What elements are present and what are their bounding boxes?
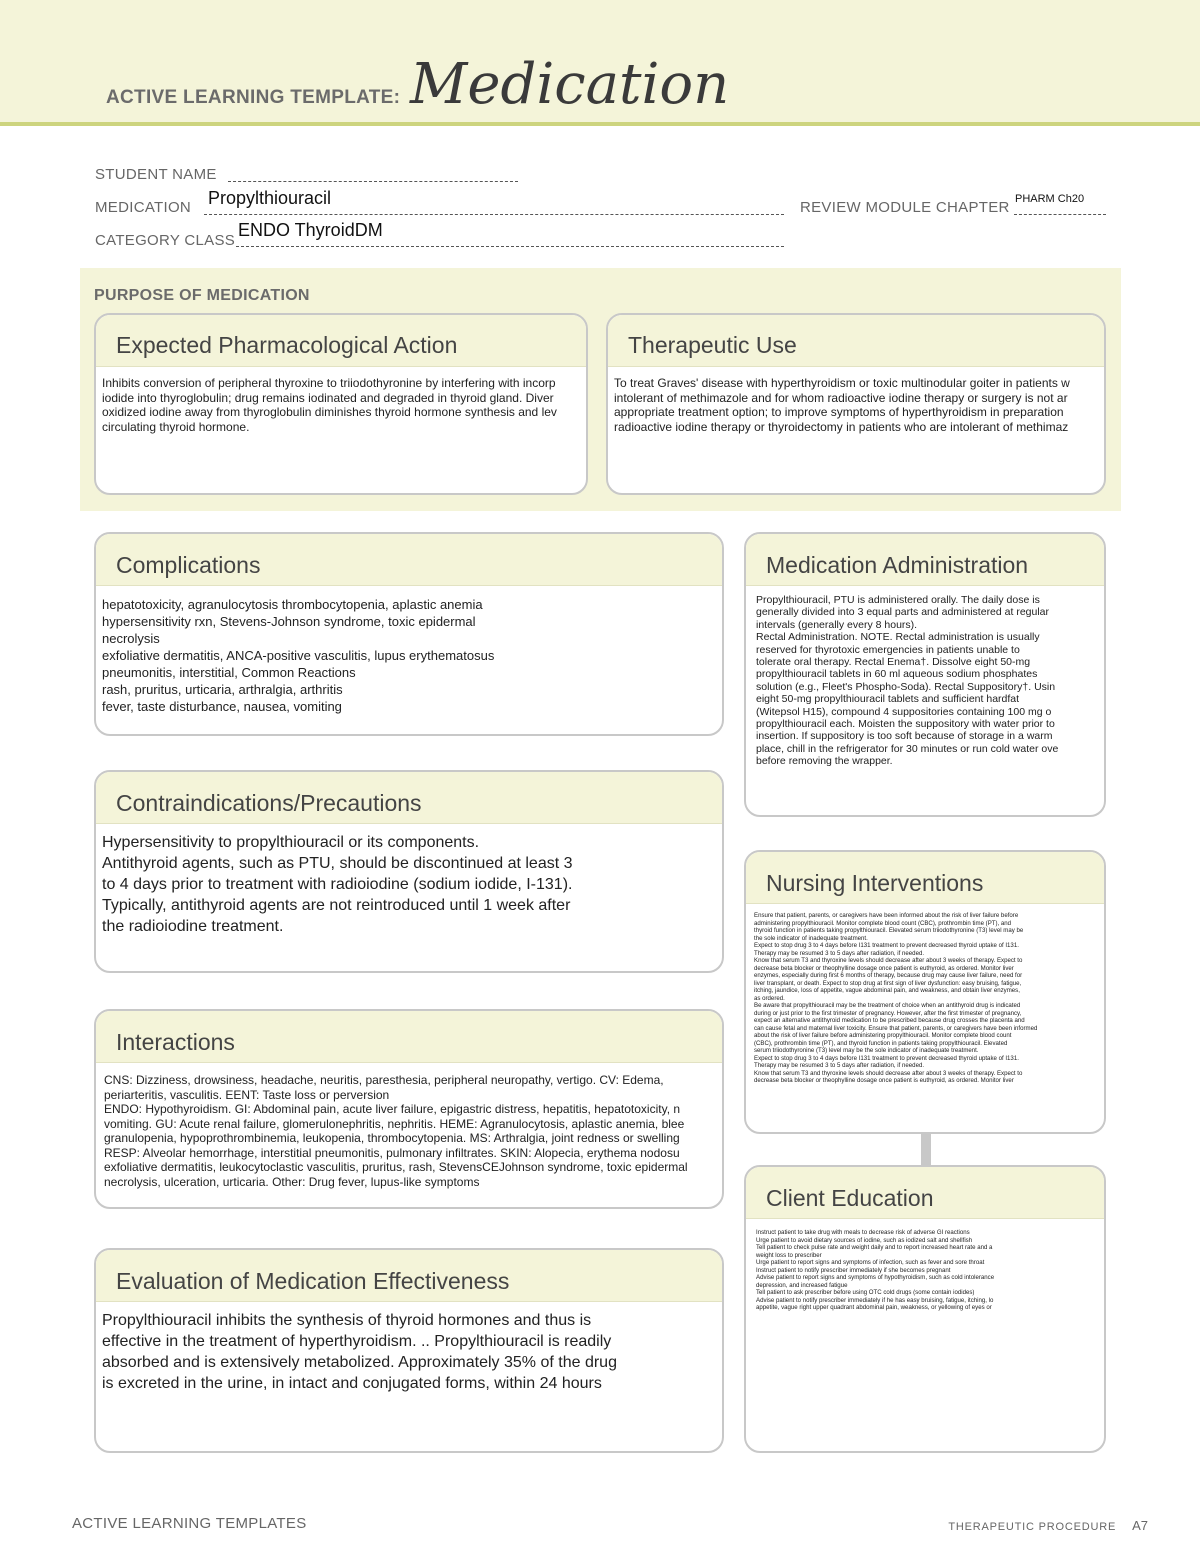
- complications-text: hepatotoxicity, agranulocytosis thrombocytopenia, aplastic anemia hypersensitivity rxn, Stevens-Johnson syndrome, toxic epidermal necrolysis exfoliative dermatitis, ANCA-positive vasculitis, lupus erythematosus pneumonitis, interstitial, Common Reactions rash, pruritus, urticaria, arthralgia, arthritis fever, taste disturbance, nausea, vomiting: [102, 597, 495, 714]
- card-header: [746, 852, 1104, 904]
- card-header: [96, 315, 586, 367]
- medication-field[interactable]: [204, 214, 784, 215]
- footer-title: ACTIVE LEARNING TEMPLATES: [72, 1515, 307, 1532]
- contraindications-title: Contraindications/Precautions: [116, 790, 422, 816]
- contraindications-card: [94, 770, 724, 973]
- administration-card: [744, 532, 1106, 817]
- card-header: [96, 1250, 722, 1302]
- student-name-label: STUDENT NAME: [95, 166, 217, 183]
- medication-value: Propylthiouracil: [208, 188, 332, 208]
- expected-action-text: Inhibits conversion of peripheral thyroxine to triiodothyronine by interfering with incorp iodide into thyroglobulin; drug remains iodinated and degraded in thyroid gland. Diver oxidized iodine away from thyroglobulin diminishes thyroid hormone synthesis and lev circulating thyroid hormone.: [102, 376, 557, 434]
- card-header: [96, 1011, 722, 1063]
- header-rule: [0, 122, 1200, 126]
- template-label: ACTIVE LEARNING TEMPLATE:: [106, 87, 401, 108]
- administration-text: Propylthiouracil, PTU is administered orally. The daily dose is generally divided into 3 equal parts and administered at regular intervals (generally every 8 hours). Rectal Administration. NOTE. Rectal administration is usually reserved for thyrotoxic emergencies in patients unable to tolerate oral therapy. Rectal Enema†. Dissolve eight 50-mg propylthiouracil tablets in 60 ml aqueous sodium phosphates solution (e.g., Fleet's Phospho-Soda). Rectal Suppository†. Usin eight 50-mg propylthiouracil tablets and sufficient hardfat (Witepsol H15), compound 4 suppositories containing 100 mg o propylthiouracil each. Moisten the suppository with water prior to insertion. If suppository is too soft because of storage in a warm place, chill in the refrigerator for 30 minutes or run cold water ove before removing the wrapper.: [756, 594, 1059, 768]
- complications-card: [94, 532, 724, 736]
- interactions-card: [94, 1009, 724, 1209]
- section-connector: [921, 1133, 931, 1165]
- medication-label: MEDICATION: [95, 199, 192, 216]
- purpose-title: PURPOSE OF MEDICATION: [94, 287, 310, 304]
- card-header: [746, 1167, 1104, 1219]
- review-module-field[interactable]: [1014, 214, 1106, 215]
- complications-title: Complications: [116, 552, 261, 578]
- footer-label: [948, 1518, 1148, 1533]
- category-value: ENDO ThyroidDM: [238, 220, 383, 240]
- expected-action-title: Expected Pharmacological Action: [116, 332, 458, 358]
- therapeutic-use-text: To treat Graves' disease with hyperthyroidism or toxic multinodular goiter in patients w intolerant of methimazole and for whom radioactive iodine therapy or surgery is not ar appropriate treatment option; to improve symptoms of hyperthyroidism in preparation radioactive iodine therapy or thyroidectomy in patients who are intolerant of methimaz: [614, 376, 1070, 434]
- interactions-title: Interactions: [116, 1029, 235, 1055]
- card-header: [608, 315, 1104, 367]
- nursing-interventions-text: Ensure that patient, parents, or caregivers have been informed about the risk of liver failure before administering propylthiouracil. Monitor complete blood count (CBC), prothrombin time (PT), and thyroid function in patients taking propylthiouracil. Elevated serum triiodothyronine (T3) level may be the sole indicator of inadequate treatment. Expect to stop drug 3 to 4 days before I131 treatment to prevent decreased thyroid uptake of I131. Therapy may be resumed 3 to 5 days after radiation, if needed. Know that serum T3 and thyroxine levels should decrease after about 3 weeks of therapy. Expect to decrease beta blocker or theophylline dosage once patient is euthyroid, as ordered. Monitor liver enzymes, especially during first 6 months of therapy, because drug may cause liver failure, need for liver transplant, or death. Expect to stop drug at first sign of liver dysfunction: easy bruising, fatigue, itching, jaundice, loss of appetite, vague abdominal pain, and weakness, and obtain liver enzymes, as ordered. Be aware that propylthiouracil may be the treatment of choice when an antithyroid drug is indicated during or just prior to the first trimester of pregnancy. However, after the first trimester of pregnancy, expect an alternative antithyroid medication to be prescribed because drug crosses the placenta and can cause fetal and maternal liver toxicity. Ensure that patient, parents, or caregivers have been informed about the risk of liver failure before administering propylthiouracil. Monitor complete blood count (CBC), prothrombin time (PT), and thyroid function in patients taking propylthiouracil. Elevated serum triiodothyronine (T3) level may be the sole indicator of inadequate treatment. Expect to stop drug 3 to 4 days before I131 treatment to prevent decreased thyroid uptake of I131. Therapy may be resumed 3 to 5 days after radiation, if needed. Know that serum T3 and thyroxine levels should decrease after about 3 weeks of therapy. Expect to decrease beta blocker or theophylline dosage once patient is euthyroid, as ordered. Monitor liver: [754, 912, 1038, 1084]
- page-title: Medication: [410, 52, 730, 117]
- review-module-value: PHARM Ch20: [1015, 193, 1085, 205]
- card-header: [746, 534, 1104, 586]
- expected-action-card: [94, 313, 588, 495]
- page-number: A7: [1132, 1518, 1148, 1533]
- administration-title: Medication Administration: [766, 552, 1029, 578]
- card-header: [96, 534, 722, 586]
- nursing-interventions-title: Nursing Interventions: [766, 870, 984, 896]
- client-education-card: [744, 1165, 1106, 1453]
- card-header: [96, 772, 722, 824]
- client-education-text: Instruct patient to take drug with meals to decrease risk of adverse GI reactions Urge patient to avoid dietary sources of iodine, such as iodized salt and shellfish Tell patient to check pulse rate and weight daily and to report increased heart rate and a weight loss to prescriber Urge patient to report signs and symptoms of infection, such as fever and sore throat Instruct patient to notify prescriber immediately if she becomes pregnant Advise patient to report signs and symptoms of hypothyroidism, such as cold intolerance depression, and increased fatigue Tell patient to ask prescriber before using OTC cold drugs (some contain iodides) Advise patient to notify prescriber immediately if he has easy bruising, fatigue, itching, lo appetite, vague right upper quadrant abdominal pain, weakness, or yellowing of eyes or: [756, 1229, 995, 1311]
- therapeutic-use-title: Therapeutic Use: [628, 332, 797, 358]
- student-name-field[interactable]: [228, 181, 518, 182]
- review-module-label: REVIEW MODULE CHAPTER: [800, 199, 1010, 216]
- evaluation-title: Evaluation of Medication Effectiveness: [116, 1268, 510, 1294]
- therapeutic-use-card: [606, 313, 1106, 495]
- evaluation-text: Propylthiouracil inhibits the synthesis of thyroid hormones and thus is effective in the treatment of hyperthyroidism. .. Propylthiouracil is readily absorbed and is extensively metabolized. Approximately 35% of the drug is excreted in the urine, in intact and conjugated forms, within 24 hours: [102, 1312, 617, 1392]
- footer-section: THERAPEUTIC PROCEDURE: [948, 1521, 1117, 1533]
- category-field[interactable]: [236, 246, 784, 247]
- nursing-interventions-card: [744, 850, 1106, 1134]
- evaluation-card: [94, 1248, 724, 1453]
- contraindications-text: Hypersensitivity to propylthiouracil or its components. Antithyroid agents, such as PTU, should be discontinued at least 3 to 4 days prior to treatment with radioiodine (sodium iodide, I-131). Typically, antithyroid agents are not reintroduced until 1 week after the radioiodine treatment.: [102, 834, 573, 935]
- category-label: CATEGORY CLASS: [95, 232, 236, 249]
- client-education-title: Client Education: [766, 1185, 934, 1211]
- interactions-text: CNS: Dizziness, drowsiness, headache, neuritis, paresthesia, peripheral neuropathy, vertigo. CV: Edema, periarteritis, vasculitis. EENT: Taste loss or perversion ENDO: Hypothyroidism. GI: Abdominal pain, acute liver failure, epigastric distress, hepatitis, hepatotoxicity, n vomiting. GU: Acute renal failure, glomerulonephritis, nephritis. HEME: Agranulocytosis, aplastic anemia, blee granulopenia, hypoprothrombinemia, leukopenia, thrombocytopenia. MS: Arthralgia, joint redness or swelling RESP: Alveolar hemorrhage, interstitial pneumonitis, pulmonary infiltrates. SKIN: Alopecia, erythema nodosu exfoliative dermatitis, leukocytoclastic vasculitis, pruritus, rash, StevensCEJohnson syndrome, toxic epidermal necrolysis, ulceration, urticaria. Other: Drug fever, lupus-like symptoms: [104, 1073, 688, 1189]
